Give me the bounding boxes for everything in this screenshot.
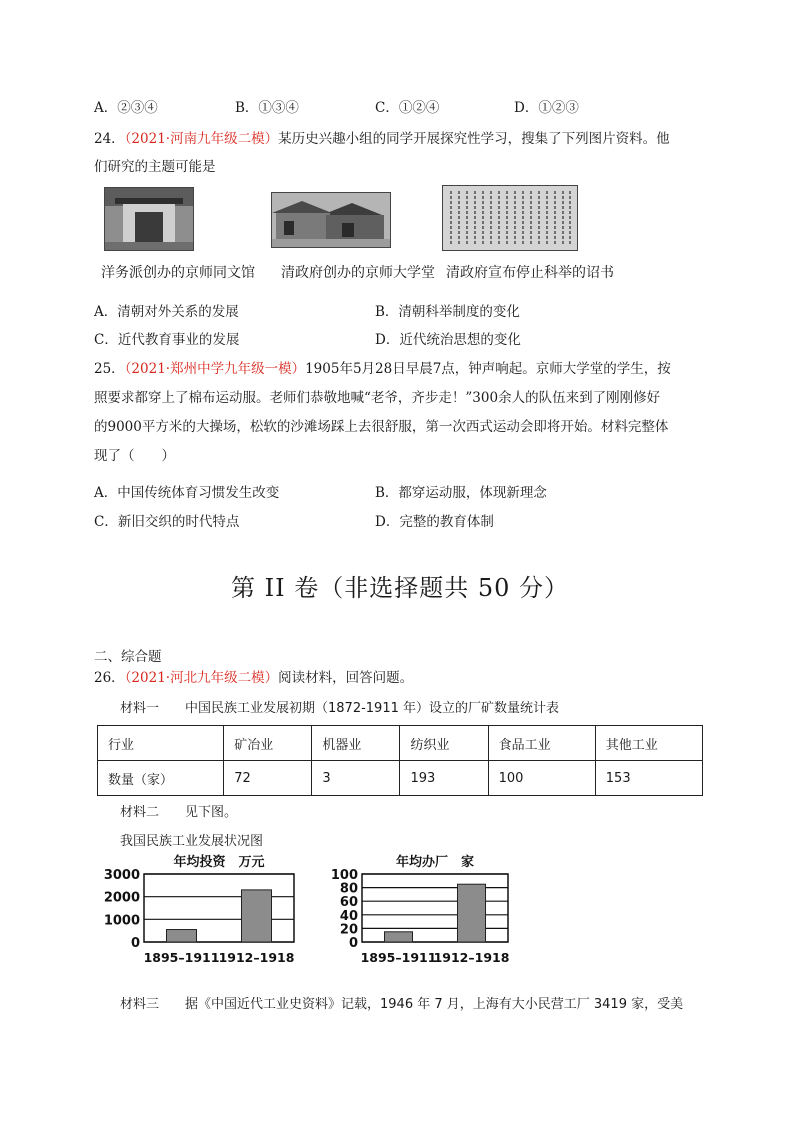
y-tick-label: 1000 <box>104 913 140 929</box>
q24-text: 某历史兴趣小组的同学开展探究性学习，搜集了下列图片资料。他 <box>278 131 670 147</box>
y-tick-label: 3000 <box>104 868 140 883</box>
q25-stem-line1 <box>94 359 671 379</box>
chart-title: 年均投资 万元 <box>173 855 265 870</box>
x-category-label: 1912–1918 <box>433 950 510 965</box>
material3-text: 材料三 据《中国近代工业史资料》记载，1946 年 7 月，上海有大小民营工厂 3419 家，受美 <box>120 997 684 1012</box>
y-tick-label: 100 <box>330 868 358 883</box>
table-cell: 193 <box>400 761 488 796</box>
q25-option-a: A．中国传统体育习惯发生改变 <box>94 485 280 501</box>
material2-label: 材料二 见下图。 <box>120 805 238 820</box>
bar <box>167 930 197 942</box>
x-category-label: 1895–1911 <box>143 950 220 965</box>
table-cell: 153 <box>595 761 702 796</box>
q25-stem-line4: 现了（ ） <box>94 448 175 464</box>
photo-caption-2: 清政府创办的京师大学堂 <box>281 265 435 281</box>
table-header-cell: 行业 <box>98 726 224 761</box>
q23-option-b: B．①③④ <box>235 100 299 116</box>
tongwenguan-photo <box>104 187 194 251</box>
q25-stem-line2: 照要求都穿上了棉布运动服。老师们恭敬地喊“老爷，齐步走！”300余人的队伍来到了刚刚修好 <box>94 390 661 406</box>
photo-caption-3: 清政府宣布停止科举的诏书 <box>446 265 614 281</box>
y-tick-label: 60 <box>339 895 358 911</box>
factories-bar-chart <box>328 852 518 972</box>
investment-bar-chart <box>104 852 304 972</box>
table-header-cell: 纺织业 <box>400 726 488 761</box>
table-row <box>98 761 703 796</box>
table-cell: 数量（家） <box>98 761 224 796</box>
q24-option-c: C．近代教育事业的发展 <box>94 332 240 348</box>
plot-frame <box>362 874 508 942</box>
q25-option-b: B．都穿运动服，体现新理念 <box>375 485 547 501</box>
factory-count-table <box>97 725 703 796</box>
table-header-cell: 矿冶业 <box>224 726 312 761</box>
q25-text: 1905年5月28日早晨7点，钟声响起。京师大学堂的学生，按 <box>305 361 671 377</box>
jingshi-daxuetang-photo <box>271 192 391 248</box>
q26-stem <box>94 668 413 688</box>
table-cell: 3 <box>312 761 400 796</box>
table-header-row <box>98 726 703 761</box>
q23-option-a: A．②③④ <box>94 100 158 116</box>
y-tick-label: 2000 <box>104 890 140 906</box>
q24-option-d: D．近代统治思想的变化 <box>375 332 521 348</box>
q23-option-c: C．①②④ <box>375 100 440 116</box>
y-tick-label: 40 <box>339 908 358 924</box>
photo-caption-1: 洋务派创办的京师同文馆 <box>101 265 255 281</box>
q25-number: 25． <box>94 361 125 377</box>
q23-option-d: D．①②③ <box>514 100 579 116</box>
q25-option-d: D．完整的教育体制 <box>375 514 494 530</box>
chart-caption: 我国民族工业发展状况图 <box>120 834 264 849</box>
x-category-label: 1912–1918 <box>218 950 295 965</box>
section-title: 第 II 卷（非选择题共 50 分） <box>230 574 569 602</box>
bar <box>385 932 413 942</box>
table-header-cell: 机器业 <box>312 726 400 761</box>
bar <box>458 884 486 942</box>
material1-label: 材料一 中国民族工业发展初期（1872-1911 年）设立的厂矿数量统计表 <box>120 701 559 716</box>
chart-title: 年均办厂 家 <box>395 855 475 870</box>
y-tick-label: 0 <box>348 936 358 951</box>
y-tick-label: 80 <box>339 881 358 897</box>
q25-source: （2021·郑州中学九年级一模） <box>124 361 306 377</box>
table-header-cell: 食品工业 <box>488 726 595 761</box>
y-tick-label: 0 <box>130 936 140 951</box>
table-cell: 100 <box>488 761 595 796</box>
x-category-label: 1895–1911 <box>360 950 437 965</box>
q24-option-b: B．清朝科举制度的变化 <box>375 304 520 320</box>
part2-heading: 二、综合题 <box>94 649 162 665</box>
imperial-edict-photo <box>442 185 578 251</box>
bar <box>242 890 272 942</box>
q24-option-a: A．清朝对外关系的发展 <box>94 304 239 320</box>
q25-stem-line3: 的9000平方米的大操场，松软的沙滩场踩上去很舒服，第一次西式运动会即将开始。材料完整体 <box>94 419 669 435</box>
q25-option-c: C．新旧交织的时代特点 <box>94 514 240 530</box>
q26-number: 26． <box>94 670 125 686</box>
table-header-cell: 其他工业 <box>595 726 702 761</box>
q24-source: （2021·河南九年级二模） <box>124 131 279 147</box>
q26-source: （2021·河北九年级二模） <box>124 670 279 686</box>
q24-stem-line2: 们研究的主题可能是 <box>94 159 216 175</box>
table-cell: 72 <box>224 761 312 796</box>
q24-number: 24． <box>94 131 125 147</box>
q26-text: 阅读材料，回答问题。 <box>278 670 414 686</box>
y-tick-label: 20 <box>339 922 358 938</box>
q24-stem-line1 <box>94 129 670 149</box>
